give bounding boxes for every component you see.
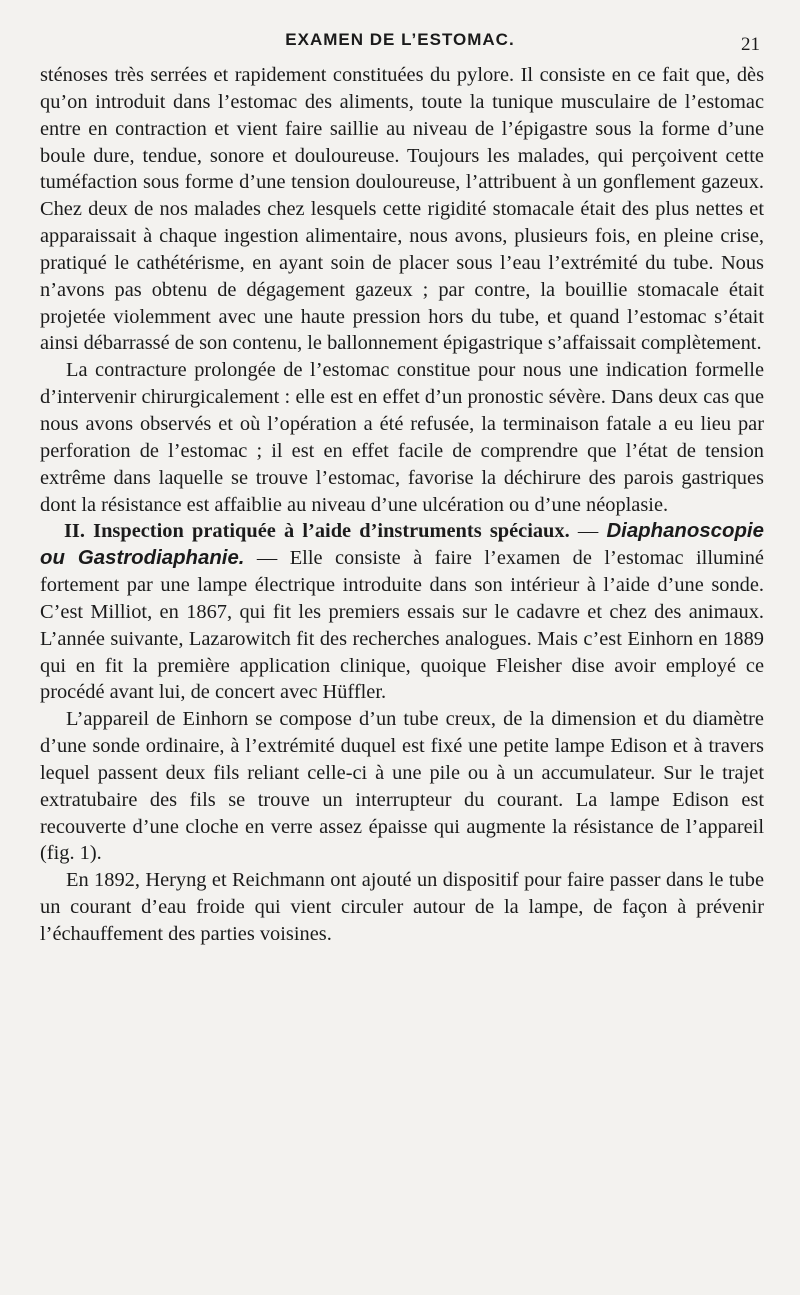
paragraph-2: La contracture prolongée de l’estomac constitue pour nous une indication formelle d’intervenir chirurgicalement : elle est en effet d’un pronostic sévère. Dans deux cas que nous avons observés et où l’opération a été refusée, la terminaison fatale a eu lieu par perforation de l’estomac ; il est en effet facile de comprendre que l’état de tension extrême dans laquelle se trouve l’estomac, favorise la déchirure des parois gastriques dont la résistance est affaiblie au niveau d’une ulcération ou d’une néoplasie. — [40, 359, 764, 516]
section-number: II. — [64, 520, 85, 543]
section-subtitle: Diaphanoscopie ou Gastrodiaphanie. — [40, 520, 764, 570]
section-paragraph — [40, 518, 764, 706]
page-number: 21 — [741, 34, 760, 55]
section-dash: — — [577, 520, 599, 543]
running-title: EXAMEN DE L’ESTOMAC. — [285, 30, 515, 49]
page-body — [40, 62, 764, 948]
page-header — [0, 30, 800, 58]
paragraph-5: En 1892, Heryng et Reichmann ont ajouté un dispositif pour faire passer dans le tube un courant d’eau froide qui vient circuler autour de la lampe, de façon à prévenir l’échauffement des parties voisines. — [40, 869, 764, 945]
paragraph-3-text: — Elle consiste à faire l’examen de l’estomac illuminé fortement par une lampe électrique introduite dans son intérieur à l’aide d’une sonde. C’est Milliot, en 1867, qui fit les premiers essais sur le cadavre et chez des animaux. L’année suivante, Lazarowitch fit des recherches analogues. Mais c’est Einhorn en 1889 qui en fit la première application clinique, quoique Fleisher dise avoir employé ce procédé avant lui, de concert avec Hüffler. — [40, 547, 764, 704]
paragraph-1: sténoses très serrées et rapidement constituées du pylore. Il consiste en ce fait que, dès qu’on introduit dans l’estomac des aliments, toute la tunique musculaire de l’estomac entre en contraction et vient faire saillie au niveau de l’épigastre sous la forme d’une boule dure, tendue, sonore et douloureuse. Toujours les malades, qui perçoivent cette tuméfaction sous forme d’une tension douloureuse, l’attribuent à un gonflement gazeux. Chez deux de nos malades chez lesquels cette rigidité stomacale était des plus nettes et apparaissait à chaque ingestion alimentaire, nous avons, plusieurs fois, en pleine crise, pratiqué le cathétérisme, en ayant soin de placer sous l’eau l’extrémité du tube. Nous n’avons pas obtenu de dégagement gazeux ; par contre, la bouillie stomacale était projetée violemment avec une haute pression hors du tube, et quand l’estomac s’était ainsi débarrassé de son contenu, le ballonnement épigastrique s’affaissait complètement. — [40, 64, 764, 355]
section-title: Inspection pratiquée à l’aide d’instruments spéciaux. — [93, 520, 570, 543]
paragraph-4: L’appareil de Einhorn se compose d’un tube creux, de la dimension et du diamètre d’une sonde ordinaire, à l’extrémité duquel est fixé une petite lampe Edison et à travers lequel passent deux fils reliant celle-ci à une pile ou à un accumulateur. Sur le trajet extratubaire des fils se trouve un interrupteur du courant. La lampe Edison est recouverte d’une cloche en verre assez épaisse qui augmente la résistance de l’appareil (fig. 1). — [40, 708, 764, 865]
